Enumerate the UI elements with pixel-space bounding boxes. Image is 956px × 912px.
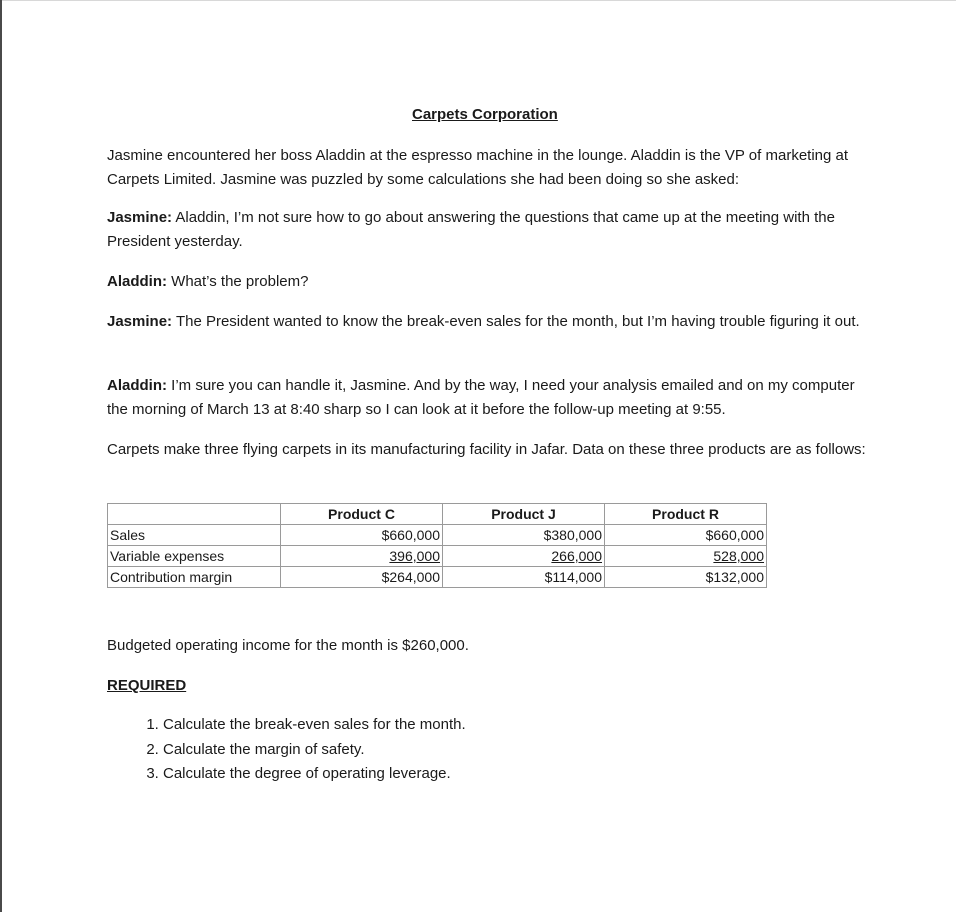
table-cell: $264,000: [281, 567, 443, 588]
table-header-cell: [108, 504, 281, 525]
speaker-name: Aladdin:: [107, 377, 167, 394]
table-cell: $660,000: [281, 525, 443, 546]
table-header-cell: Product C: [281, 504, 443, 525]
table-row: [108, 546, 767, 567]
table-header-cell: Product J: [443, 504, 605, 525]
dialogue-line-4: [107, 374, 867, 422]
table-cell: $380,000: [443, 525, 605, 546]
table-header-cell: Product R: [605, 504, 767, 525]
table-cell: [281, 546, 443, 567]
dialogue-text: Aladdin, I’m not sure how to go about answering the questions that came up at the meeting with the President yesterday.: [107, 209, 835, 250]
table-cell: [443, 546, 605, 567]
dialogue-line-3: [107, 310, 867, 334]
table-cell-value: 396,000: [389, 548, 440, 564]
dialogue-text: The President wanted to know the break-even sales for the month, but I’m having trouble figuring it out.: [172, 313, 860, 330]
speaker-name: Jasmine:: [107, 209, 173, 226]
table-row: [108, 567, 767, 588]
dialogue-text: I’m sure you can handle it, Jasmine. And by the way, I need your analysis emailed and on my computer the morning of March 13 at 8:40 sharp so I can look at it before the follow-up meeting at 9:55.: [107, 377, 855, 418]
list-item: 2. Calculate the margin of safety.: [163, 738, 466, 763]
speaker-name: Aladdin:: [107, 273, 167, 290]
data-intro-paragraph: Carpets make three flying carpets in its manufacturing facility in Jafar. Data on these three products are as follows:: [107, 441, 866, 458]
product-data-table: [107, 503, 767, 588]
row-label: Contribution margin: [108, 567, 281, 588]
table-cell-value: 528,000: [713, 548, 764, 564]
dialogue-line-1: [107, 206, 867, 254]
row-label: Sales: [108, 525, 281, 546]
table-cell: $660,000: [605, 525, 767, 546]
dialogue-line-2: [107, 270, 867, 294]
dialogue-text: What’s the problem?: [167, 273, 309, 290]
budget-note: Budgeted operating income for the month is $260,000.: [107, 637, 469, 654]
table-cell-value: 266,000: [551, 548, 602, 564]
list-item: 3. Calculate the degree of operating leverage.: [163, 762, 466, 787]
speaker-name: Jasmine:: [107, 313, 173, 330]
row-label: Variable expenses: [108, 546, 281, 567]
list-item: 1. Calculate the break-even sales for the month.: [163, 713, 466, 738]
table-cell: $132,000: [605, 567, 767, 588]
table-cell: $114,000: [443, 567, 605, 588]
document-title: Carpets Corporation: [412, 106, 558, 123]
page-top-edge: [0, 0, 956, 1]
task-list: [107, 713, 466, 787]
intro-paragraph: Jasmine encountered her boss Aladdin at the espresso machine in the lounge. Aladdin is the VP of marketing at Carpets Limited. Jasmine was puzzled by some calculations she had been doing so she asked:: [107, 147, 849, 188]
table-row: [108, 525, 767, 546]
table-header-row: [108, 504, 767, 525]
page-left-border: [0, 0, 2, 912]
table-cell: [605, 546, 767, 567]
required-heading: REQUIRED: [107, 677, 187, 694]
